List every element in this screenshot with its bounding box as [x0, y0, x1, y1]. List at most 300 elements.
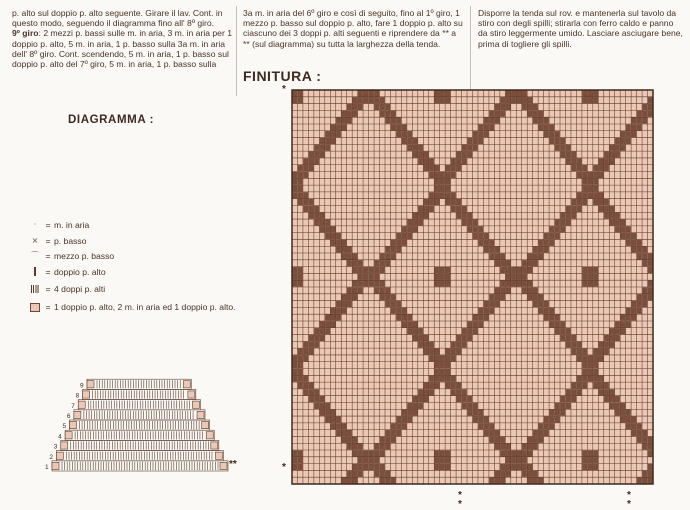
solid-cell	[309, 335, 314, 341]
solid-cell	[533, 111, 538, 117]
solid-cell	[435, 267, 440, 273]
solid-cell	[336, 314, 341, 320]
solid-cell	[385, 287, 390, 293]
solid-cell	[358, 274, 363, 280]
solid-cell	[336, 416, 341, 422]
legend-item: × = p. basso	[28, 236, 238, 247]
solid-cell	[577, 158, 582, 164]
solid-cell	[549, 124, 554, 130]
solid-cell	[325, 131, 330, 137]
solid-cell	[325, 219, 330, 225]
solid-cell	[320, 321, 325, 327]
solid-cell	[555, 219, 560, 225]
solid-cell	[538, 423, 543, 429]
solid-cell	[626, 416, 631, 422]
solid-cell	[642, 111, 647, 117]
solid-cell	[451, 199, 456, 205]
solid-cell	[418, 213, 423, 219]
solid-cell	[506, 104, 511, 110]
solid-cell	[435, 165, 440, 171]
solid-cell	[582, 369, 587, 375]
solid-cell	[593, 355, 598, 361]
solid-cell	[336, 233, 341, 239]
solid-cell	[402, 233, 407, 239]
solid-cell	[527, 450, 532, 456]
solid-cell	[599, 355, 604, 361]
solid-cell	[424, 348, 429, 354]
solid-cell	[544, 131, 549, 137]
solid-cell	[429, 206, 434, 212]
solid-cell	[347, 247, 352, 253]
solid-cell	[336, 308, 341, 314]
solid-cell	[599, 389, 604, 395]
solid-cell	[610, 342, 615, 348]
solid-cell	[648, 464, 653, 470]
solid-cell	[396, 117, 401, 123]
solid-cell	[320, 138, 325, 144]
solid-cell	[527, 444, 532, 450]
solid-cell	[544, 233, 549, 239]
solid-cell	[320, 335, 325, 341]
solid-cell	[533, 471, 538, 477]
solid-cell	[374, 471, 379, 477]
solid-cell	[527, 464, 532, 470]
solid-cell	[620, 219, 625, 225]
solid-cell	[599, 158, 604, 164]
solid-cell	[577, 342, 582, 348]
solid-cell	[292, 179, 297, 185]
solid-cell	[642, 253, 647, 259]
solid-cell	[555, 138, 560, 144]
solid-cell	[303, 342, 308, 348]
solid-cell	[298, 382, 303, 388]
solid-cell	[560, 321, 565, 327]
solid-cell	[292, 274, 297, 280]
solid-cell	[642, 117, 647, 123]
solid-cell	[320, 410, 325, 416]
giro-9-label: 9º giro	[12, 28, 39, 39]
solid-cell	[473, 403, 478, 409]
solid-cell	[374, 260, 379, 266]
solid-cell	[511, 267, 516, 273]
solid-cell	[342, 437, 347, 443]
solid-cell	[418, 335, 423, 341]
solid-cell	[626, 423, 631, 429]
solid-cell	[571, 342, 576, 348]
solid-cell	[445, 369, 450, 375]
solid-cell	[511, 281, 516, 287]
solid-cell	[303, 206, 308, 212]
solid-cell	[402, 416, 407, 422]
repeat-marker: *	[627, 499, 631, 510]
solid-cell	[533, 294, 538, 300]
solid-cell	[303, 192, 308, 198]
solid-cell	[292, 172, 297, 178]
legend-item: ⌒ = mezzo p. basso	[28, 251, 238, 262]
solid-cell	[374, 444, 379, 450]
solid-cell	[325, 321, 330, 327]
solid-cell	[522, 274, 527, 280]
solid-cell	[309, 213, 314, 219]
solid-cell	[500, 267, 505, 273]
solid-cell	[424, 389, 429, 395]
solid-cell	[500, 253, 505, 259]
solid-cell	[374, 90, 379, 96]
solid-cell	[391, 478, 396, 484]
solid-cell	[495, 117, 500, 123]
solid-cell	[462, 219, 467, 225]
solid-cell	[631, 240, 636, 246]
solid-cell	[637, 478, 642, 484]
solid-cell	[549, 314, 554, 320]
solid-cell	[593, 376, 598, 382]
solid-cell	[342, 478, 347, 484]
solid-cell	[435, 355, 440, 361]
solid-cell	[309, 382, 314, 388]
solid-cell	[610, 219, 615, 225]
solid-cell	[484, 131, 489, 137]
solid-cell	[538, 308, 543, 314]
solid-cell	[610, 145, 615, 151]
solid-cell	[380, 267, 385, 273]
solid-cell	[407, 226, 412, 232]
solid-cell	[495, 111, 500, 117]
solid-cell	[637, 117, 642, 123]
solid-cell	[391, 247, 396, 253]
solid-cell	[511, 457, 516, 463]
solid-cell	[478, 410, 483, 416]
solid-cell	[560, 396, 565, 402]
solid-cell	[588, 97, 593, 103]
solid-cell	[418, 342, 423, 348]
solid-cell	[380, 253, 385, 259]
solid-cell	[593, 199, 598, 205]
solid-cell	[473, 328, 478, 334]
solid-cell	[500, 281, 505, 287]
solid-cell	[309, 199, 314, 205]
solid-cell	[631, 430, 636, 436]
solid-cell	[325, 410, 330, 416]
solid-cell	[582, 192, 587, 198]
solid-cell	[533, 247, 538, 253]
solid-cell	[527, 471, 532, 477]
solid-cell	[358, 281, 363, 287]
solid-cell	[495, 287, 500, 293]
solid-cell	[347, 430, 352, 436]
solid-cell	[347, 478, 352, 484]
solid-cell	[429, 376, 434, 382]
solid-cell	[380, 471, 385, 477]
solid-cell	[396, 416, 401, 422]
solid-cell	[445, 90, 450, 96]
solid-cell	[620, 416, 625, 422]
solid-cell	[489, 247, 494, 253]
solid-cell	[385, 117, 390, 123]
solid-cell	[467, 213, 472, 219]
solid-cell	[631, 423, 636, 429]
solid-cell	[517, 267, 522, 273]
solid-cell	[435, 362, 440, 368]
solid-cell	[533, 444, 538, 450]
solid-cell	[342, 294, 347, 300]
solid-cell	[626, 240, 631, 246]
solid-cell	[500, 450, 505, 456]
solid-cell	[648, 437, 653, 443]
solid-cell	[620, 328, 625, 334]
solid-cell	[314, 145, 319, 151]
solid-cell	[648, 97, 653, 103]
solid-cell	[380, 294, 385, 300]
solid-cell	[626, 233, 631, 239]
solid-cell	[577, 376, 582, 382]
solid-cell	[418, 403, 423, 409]
instruction-text: Disporre la tenda sul rov. e mantenerla sul tavolo da stiro con degli spilli; stirarla con ferro caldo e panno da stiro leggermente umido. Lasciare asciugare bene, prima di togliere gli spilli.	[478, 8, 683, 49]
solid-cell	[391, 111, 396, 117]
solid-cell	[451, 376, 456, 382]
solid-cell	[478, 321, 483, 327]
solid-cell	[610, 213, 615, 219]
solid-cell	[342, 308, 347, 314]
solid-cell	[413, 410, 418, 416]
solid-cell	[484, 314, 489, 320]
solid-cell	[593, 90, 598, 96]
solid-cell	[549, 131, 554, 137]
solid-cell	[342, 247, 347, 253]
solid-cell	[489, 301, 494, 307]
solid-cell	[489, 294, 494, 300]
solid-cell	[440, 450, 445, 456]
solid-cell	[451, 172, 456, 178]
solid-cell	[380, 444, 385, 450]
solid-cell	[440, 376, 445, 382]
solid-cell	[309, 158, 314, 164]
solid-cell	[402, 131, 407, 137]
solid-cell	[342, 240, 347, 246]
solid-cell	[538, 430, 543, 436]
solid-cell	[495, 104, 500, 110]
solid-cell	[347, 260, 352, 266]
solid-cell	[396, 247, 401, 253]
solid-cell	[571, 158, 576, 164]
solid-cell	[495, 247, 500, 253]
solid-cell	[637, 253, 642, 259]
solid-cell	[445, 172, 450, 178]
repeat-marker: *	[458, 490, 462, 501]
solid-cell	[352, 281, 357, 287]
solid-cell	[593, 192, 598, 198]
solid-cell	[489, 117, 494, 123]
solid-cell	[369, 274, 374, 280]
solid-cell	[331, 131, 336, 137]
solid-cell	[544, 247, 549, 253]
solid-cell	[489, 308, 494, 314]
solid-cell	[506, 444, 511, 450]
solid-cell	[527, 437, 532, 443]
row-number: 1	[45, 464, 49, 471]
solid-cell	[582, 450, 587, 456]
row-number: 3	[53, 443, 58, 451]
slip-stitch-icon: ⌒	[31, 251, 39, 260]
solid-cell	[566, 328, 571, 334]
solid-cell	[451, 158, 456, 164]
solid-cell	[445, 192, 450, 198]
solid-cell	[435, 348, 440, 354]
solid-cell	[642, 437, 647, 443]
solid-cell	[331, 226, 336, 232]
solid-cell	[599, 192, 604, 198]
solid-cell	[555, 226, 560, 232]
solid-cell	[626, 308, 631, 314]
solid-cell	[615, 335, 620, 341]
solid-cell	[352, 478, 357, 484]
solid-cell	[610, 396, 615, 402]
instruction-text: p. alto sul doppio p. alto seguente. Girare il lav. Cont. in questo modo, seguendo il diagramma fino all' 8º giro.	[12, 8, 223, 29]
solid-cell	[593, 185, 598, 191]
solid-cell	[352, 450, 357, 456]
solid-cell	[511, 90, 516, 96]
solid-cell	[462, 213, 467, 219]
solid-cell	[292, 267, 297, 273]
solid-cell	[298, 172, 303, 178]
solid-cell	[429, 355, 434, 361]
solid-cell	[588, 90, 593, 96]
solid-cell	[484, 247, 489, 253]
row-number: 4	[58, 433, 62, 441]
solid-cell	[440, 362, 445, 368]
solid-cell	[467, 138, 472, 144]
solid-cell	[429, 172, 434, 178]
row-number: 8	[75, 392, 80, 400]
solid-cell	[506, 90, 511, 96]
solid-cell	[467, 396, 472, 402]
solid-cell	[615, 151, 620, 157]
solid-cell	[292, 90, 297, 96]
solid-cell	[418, 145, 423, 151]
solid-cell	[440, 355, 445, 361]
solid-cell	[440, 90, 445, 96]
solid-cell	[418, 389, 423, 395]
solid-cell	[549, 321, 554, 327]
solid-cell	[451, 165, 456, 171]
solid-cell	[429, 165, 434, 171]
solid-cell	[549, 308, 554, 314]
solid-cell	[363, 267, 368, 273]
solid-cell	[418, 158, 423, 164]
solid-cell	[533, 104, 538, 110]
solid-cell	[478, 233, 483, 239]
solid-cell	[467, 226, 472, 232]
solid-cell	[303, 172, 308, 178]
solid-cell	[331, 138, 336, 144]
solid-cell	[292, 185, 297, 191]
solid-cell	[347, 301, 352, 307]
solid-cell	[500, 97, 505, 103]
solid-cell	[331, 124, 336, 130]
solid-cell	[413, 321, 418, 327]
solid-cell	[467, 403, 472, 409]
solid-cell	[303, 355, 308, 361]
solid-cell	[369, 267, 374, 273]
solid-cell	[347, 471, 352, 477]
solid-cell	[484, 233, 489, 239]
solid-cell	[385, 247, 390, 253]
solid-cell	[325, 416, 330, 422]
solid-cell	[358, 260, 363, 266]
solid-cell	[380, 287, 385, 293]
solid-cell	[445, 274, 450, 280]
solid-cell	[538, 253, 543, 259]
solid-cell	[478, 124, 483, 130]
solid-cell	[385, 301, 390, 307]
solid-cell	[445, 376, 450, 382]
solid-cell	[298, 165, 303, 171]
solid-cell	[642, 471, 647, 477]
solid-cell	[527, 97, 532, 103]
solid-cell	[292, 369, 297, 375]
solid-cell	[435, 192, 440, 198]
solid-cell	[506, 450, 511, 456]
solid-cell	[298, 362, 303, 368]
solid-cell	[352, 437, 357, 443]
solid-cell	[396, 131, 401, 137]
solid-cell	[533, 287, 538, 293]
solid-cell	[555, 145, 560, 151]
solid-cell	[320, 219, 325, 225]
solid-cell	[588, 457, 593, 463]
solid-cell	[555, 131, 560, 137]
solid-cell	[566, 335, 571, 341]
solid-cell	[538, 478, 543, 484]
solid-cell	[320, 226, 325, 232]
solid-cell	[380, 464, 385, 470]
solid-cell	[582, 185, 587, 191]
solid-cell	[527, 260, 532, 266]
solid-cell	[599, 165, 604, 171]
solid-cell	[347, 444, 352, 450]
solid-cell	[456, 199, 461, 205]
solid-cell	[648, 287, 653, 293]
solid-cell	[577, 348, 582, 354]
solid-cell	[369, 281, 374, 287]
instruction-text: 3a m. in aria del 6º giro e così di seguito, fino al 1º giro, 1 mezzo p. basso sul doppio p. alto, fare 1 doppio p. alto su ciascuno dei 3 doppi p. alti seguenti e riprendere da ** a ** (sul diagramma) su tutta la larghezza della tenda.	[243, 8, 463, 49]
solid-cell	[391, 253, 396, 259]
solid-cell	[385, 253, 390, 259]
solid-cell	[549, 138, 554, 144]
solid-cell	[358, 444, 363, 450]
solid-cell	[391, 117, 396, 123]
solid-cell	[407, 138, 412, 144]
solid-cell	[435, 90, 440, 96]
solid-cell	[451, 192, 456, 198]
solid-cell	[620, 226, 625, 232]
solid-cell	[648, 267, 653, 273]
solid-cell	[352, 253, 357, 259]
solid-cell	[620, 403, 625, 409]
solid-cell	[467, 328, 472, 334]
solid-cell	[292, 450, 297, 456]
solid-cell	[336, 124, 341, 130]
solid-cell	[347, 117, 352, 123]
solid-cell	[314, 213, 319, 219]
solid-cell	[511, 450, 516, 456]
solid-cell	[615, 410, 620, 416]
solid-cell	[435, 274, 440, 280]
solid-cell	[566, 342, 571, 348]
solid-cell	[538, 437, 543, 443]
solid-cell	[582, 274, 587, 280]
legend-item: · = m. in aria	[28, 220, 238, 231]
solid-cell	[435, 382, 440, 388]
